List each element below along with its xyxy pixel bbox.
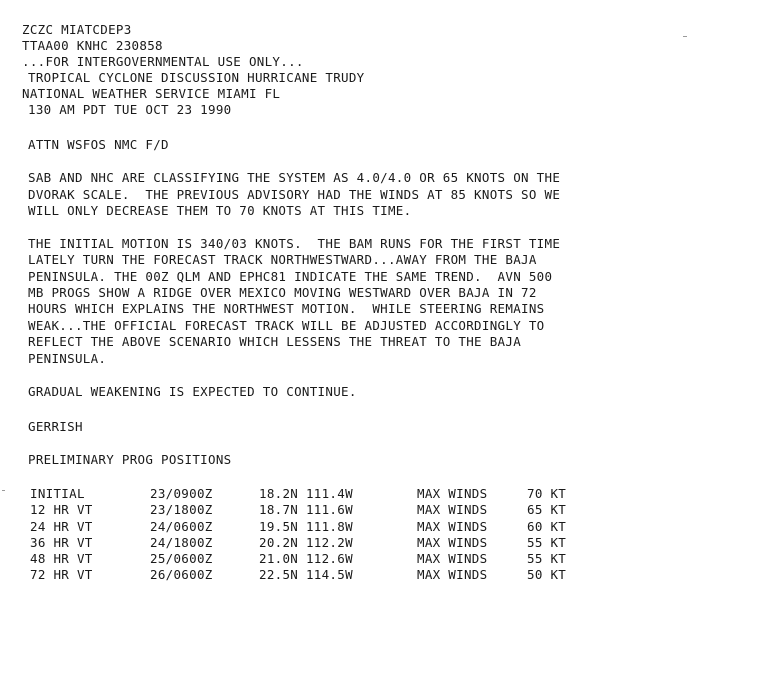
forecast-table bbox=[30, 486, 567, 584]
header-line-4: TROPICAL CYCLONE DISCUSSION HURRICANE TRUDY bbox=[28, 70, 365, 85]
forecast-time: 24/0600Z bbox=[150, 518, 213, 534]
forecast-wind: 50 KT bbox=[527, 567, 567, 583]
forecast-time: 25/0600Z bbox=[150, 551, 213, 567]
header-line-3: ...FOR INTERGOVERNMENTAL USE ONLY... bbox=[22, 54, 304, 69]
para2-line-4: MB PROGS SHOW A RIDGE OVER MEXICO MOVING WESTWARD OVER BAJA IN 72 bbox=[28, 285, 537, 300]
forecast-time: 23/0900Z bbox=[150, 486, 213, 501]
para2-line-5: HOURS WHICH EXPLAINS THE NORTHWEST MOTION. WHILE STEERING REMAINS bbox=[28, 301, 545, 316]
table-row bbox=[30, 551, 567, 567]
forecast-label: INITIAL bbox=[30, 486, 85, 501]
header-line-1: ZCZC MIATCDEP3 bbox=[22, 22, 132, 37]
forecast-wind-label: MAX WINDS bbox=[417, 518, 488, 534]
para2-line-3: PENINSULA. THE 00Z QLM AND EPHC81 INDICATE THE SAME TREND. AVN 500 bbox=[28, 269, 553, 284]
forecast-time: 24/1800Z bbox=[150, 534, 213, 550]
forecast-wind-label: MAX WINDS bbox=[417, 567, 488, 583]
forecast-label: 24 HR VT bbox=[30, 518, 93, 534]
para2-line-1: THE INITIAL MOTION IS 340/03 KNOTS. THE BAM RUNS FOR THE FIRST TIME bbox=[28, 236, 561, 251]
table-row bbox=[30, 534, 567, 551]
para2-line-2: LATELY TURN THE FORECAST TRACK NORTHWESTWARD...AWAY FROM THE BAJA bbox=[28, 252, 537, 267]
forecast-position: 19.5N 111.8W bbox=[259, 518, 353, 534]
forecast-label: 36 HR VT bbox=[30, 534, 93, 550]
table-row bbox=[30, 518, 567, 535]
forecast-position: 18.7N 111.6W bbox=[259, 502, 353, 518]
forecast-wind: 60 KT bbox=[527, 518, 567, 534]
forecast-time: 26/0600Z bbox=[150, 567, 213, 583]
forecast-wind-label: MAX WINDS bbox=[417, 502, 488, 518]
forecast-position: 21.0N 112.6W bbox=[259, 551, 353, 567]
header-line-5: NATIONAL WEATHER SERVICE MIAMI FL bbox=[22, 86, 281, 101]
forecast-wind: 65 KT bbox=[527, 502, 567, 518]
forecast-wind: 70 KT bbox=[527, 486, 567, 501]
table-row bbox=[30, 502, 567, 518]
para2-line-7: REFLECT THE ABOVE SCENARIO WHICH LESSENS THE THREAT TO THE BAJA bbox=[28, 334, 522, 349]
signature: GERRISH bbox=[28, 419, 83, 434]
forecast-wind-label: MAX WINDS bbox=[417, 486, 488, 501]
para2-line-8: PENINSULA. bbox=[28, 351, 107, 366]
scan-speck bbox=[683, 36, 687, 37]
table-row bbox=[30, 567, 567, 583]
table-title: PRELIMINARY PROG POSITIONS bbox=[28, 452, 232, 467]
para1-line-3: WILL ONLY DECREASE THEM TO 70 KNOTS AT THIS TIME. bbox=[28, 203, 412, 218]
forecast-position: 18.2N 111.4W bbox=[259, 486, 353, 501]
table-row bbox=[30, 486, 567, 502]
scan-speck bbox=[2, 490, 5, 491]
para1-line-1: SAB AND NHC ARE CLASSIFYING THE SYSTEM AS 4.0/4.0 OR 65 KNOTS ON THE bbox=[28, 170, 561, 185]
header-line-2: TTAA00 KNHC 230858 bbox=[22, 38, 163, 53]
para1-line-2: DVORAK SCALE. THE PREVIOUS ADVISORY HAD THE WINDS AT 85 KNOTS SO WE bbox=[28, 187, 561, 202]
forecast-wind: 55 KT bbox=[527, 551, 567, 567]
forecast-position: 20.2N 112.2W bbox=[259, 534, 353, 550]
header-line-6: 130 AM PDT TUE OCT 23 1990 bbox=[28, 102, 232, 117]
forecast-wind: 55 KT bbox=[527, 534, 567, 550]
para3-line: GRADUAL WEAKENING IS EXPECTED TO CONTINUE. bbox=[28, 384, 357, 399]
forecast-time: 23/1800Z bbox=[150, 502, 213, 518]
forecast-wind-label: MAX WINDS bbox=[417, 534, 488, 550]
forecast-position: 22.5N 114.5W bbox=[259, 567, 353, 583]
forecast-label: 12 HR VT bbox=[30, 502, 93, 518]
attn-line: ATTN WSFOS NMC F/D bbox=[28, 137, 169, 152]
forecast-wind-label: MAX WINDS bbox=[417, 551, 488, 567]
forecast-label: 72 HR VT bbox=[30, 567, 93, 583]
para2-line-6: WEAK...THE OFFICIAL FORECAST TRACK WILL BE ADJUSTED ACCORDINGLY TO bbox=[28, 318, 545, 333]
forecast-label: 48 HR VT bbox=[30, 551, 93, 567]
